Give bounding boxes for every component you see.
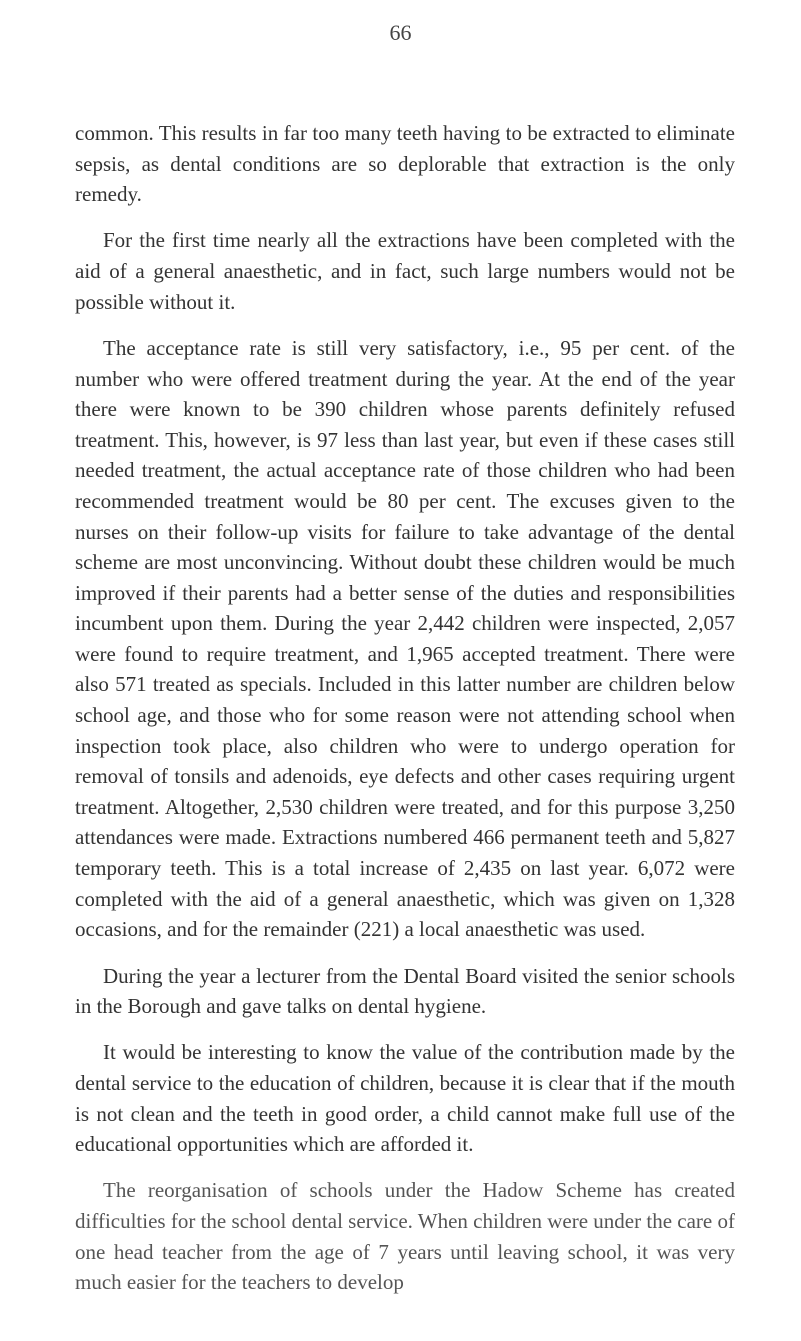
paragraph-2: For the first time nearly all the extractions have been completed with the aid of a general anaesthetic, and in fact, such large numbers would not be possible without it. <box>75 228 735 314</box>
paragraph-5: It would be interesting to know the value of the contribution made by the dental service to the education of children, because it is clear that if the mouth is not clean and the teeth in good order, a child cannot make full use of the educational opportunities which are afforded it. <box>75 1040 735 1157</box>
paragraph-1: common. This results in far too many teeth having to be extracted to eliminate sepsis, as dental conditions are so deplorable that extraction is the only remedy. <box>75 121 735 207</box>
paragraph-6: The reorganisation of schools under the Hadow Scheme has created difficulties for the school dental service. When children were under the care of one head teacher from the age of 7 years until leaving school, it was very much easier for the teachers to develop <box>75 1178 735 1295</box>
page-number: 66 <box>389 20 412 45</box>
document-body <box>75 118 735 1298</box>
paragraph-3: The acceptance rate is still very satisfactory, i.e., 95 per cent. of the number who were offered treatment during the year. At the end of the year there were known to be 390 children whose parents definitely refused treatment. This, however, is 97 less than last year, but even if these cases still needed treatment, the actual acceptance rate of those children who had been recommended treatment would be 80 per cent. The excuses given to the nurses on their follow-up visits for failure to take advantage of the dental scheme are most unconvincing. Without doubt these children would be much improved if their parents had a better sense of the duties and responsibilities incumbent upon them. During the year 2,442 children were inspected, 2,057 were found to require treatment, and 1,965 accepted treatment. There were also 571 treated as specials. Included in this latter number are children below school age, and those who for some reason were not attending school when inspection took place, also children who were to undergo operation for removal of tonsils and adenoids, eye defects and other cases requiring urgent treatment. Altogether, 2,530 children were treated, and for this purpose 3,250 attendances were made. Extractions numbered 466 permanent teeth and 5,827 temporary teeth. This is a total increase of 2,435 on last year. 6,072 were completed with the aid of a general anaesthetic, which was given on 1,328 occasions, and for the remainder (221) a local anaesthetic was used. <box>75 335 735 942</box>
paragraph-4: During the year a lecturer from the Dental Board visited the senior schools in the Borough and gave talks on dental hygiene. <box>75 963 735 1019</box>
